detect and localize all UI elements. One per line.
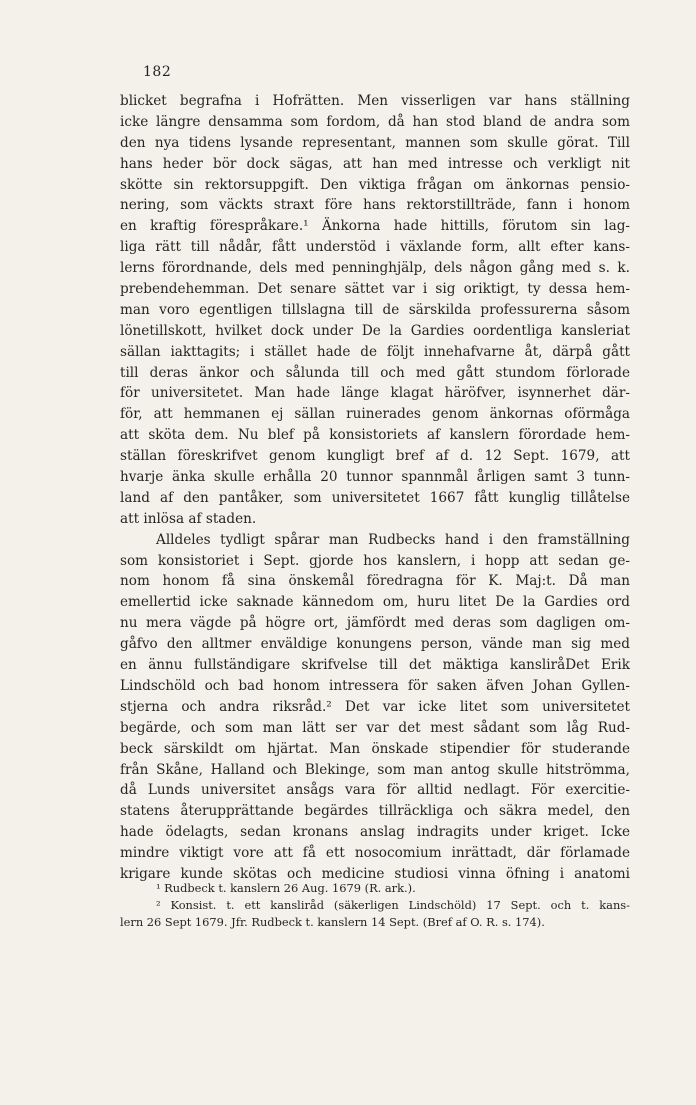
text-line: gåfvo den alltmer enväldige konungens person, vände man sig med bbox=[120, 636, 630, 653]
text-line: till deras änkor och sålunda till och med gått stundom förlorade bbox=[120, 364, 630, 381]
text-line: för, att hemmanen ej sällan ruinerades genom änkornas oförmåga bbox=[120, 406, 630, 423]
body-text bbox=[120, 91, 630, 885]
footnote-2-continued: lern 26 Sept 1679. Jfr. Rudbeck t. kanslern 14 Sept. (Bref af O. R. s. 174). bbox=[120, 915, 545, 929]
text-line: hvarje änka skulle erhålla 20 tunnor spannmål årligen samt 3 tunn- bbox=[120, 469, 630, 486]
text-line: från Skåne, Halland och Blekinge, som man antog skulle hitströmma, bbox=[120, 761, 630, 778]
text-line: hans heder bör dock sägas, att han med intresse och verkligt nit bbox=[120, 155, 630, 172]
text-line: en kraftig förespråkare.¹ Änkorna hade hittills, förutom sin lag- bbox=[120, 218, 630, 235]
footnotes bbox=[120, 880, 630, 931]
text-line: hade ödelagts, sedan kronans anslag indragits under kriget. Icke bbox=[120, 824, 630, 841]
text-line: liga rätt till nådår, fått understöd i växlande form, allt efter kans- bbox=[120, 239, 630, 256]
text-line: nu mera vägde på högre ort, jämfördt med deras som dagligen om- bbox=[120, 615, 630, 632]
footnote-1: ¹ Rudbeck t. kanslern 26 Aug. 1679 (R. ark.). bbox=[156, 881, 416, 895]
text-line: emellertid icke saknade kännedom om, huru litet De la Gardies ord bbox=[120, 594, 630, 611]
footnote-2: ² Konsist. t. ett kansliråd (säkerligen Lindschöld) 17 Sept. och t. kans- bbox=[156, 898, 630, 912]
text-line: statens återupprättande begärdes tillräckliga och säkra medel, den bbox=[120, 803, 630, 820]
text-line: prebendehemman. Det senare sättet var i sig oriktigt, ty dessa hem- bbox=[120, 281, 630, 298]
text-line: att sköta dem. Nu blef på konsistoriets af kanslern förordade hem- bbox=[120, 427, 630, 444]
text-line: Lindschöld och bad honom intressera för saken äfven Johan Gyllen- bbox=[120, 677, 630, 694]
text-line: icke längre densamma som fordom, då han stod bland de andra som bbox=[120, 113, 630, 130]
text-line: skötte sin rektorsuppgift. Den viktiga frågan om änkornas pensio- bbox=[120, 176, 630, 193]
text-line: lerns förordnande, dels med penninghjälp, dels någon gång med s. k. bbox=[120, 260, 630, 277]
text-line: begärde, och som man lätt ser var det mest sådant som låg Rud- bbox=[120, 719, 630, 736]
text-line: Alldeles tydligt spårar man Rudbecks hand i den framställning bbox=[156, 531, 630, 548]
text-line: lönetillskott, hvilket dock under De la Gardies oordentliga kansleriat bbox=[120, 322, 630, 339]
text-line: blicket begrafna i Hofrätten. Men visserligen var hans ställning bbox=[120, 93, 630, 109]
text-line: beck särskildt om hjärtat. Man önskade stipendier för studerande bbox=[120, 740, 630, 757]
text-line: krigare kunde skötas och medicine studiosi vinna öfning i anatomi bbox=[120, 865, 630, 882]
text-line: land af den pantåker, som universitetet 1667 fått kunglig tillåtelse bbox=[120, 489, 630, 506]
page-number: 182 bbox=[143, 64, 172, 80]
text-line: mindre viktigt vore att få ett nosocomium inrättadt, där förlamade bbox=[120, 845, 630, 862]
text-line: för universitetet. Man hade länge klagat häröfver, isynnerhet där- bbox=[120, 385, 630, 402]
text-line: den nya tidens lysande representant, mannen som skulle görat. Till bbox=[120, 134, 630, 151]
text-line: då Lunds universitet ansågs vara för alltid nedlagt. För exercitie- bbox=[120, 782, 630, 799]
text-line: att inlösa af staden. bbox=[120, 510, 257, 527]
text-line: stjerna och andra riksråd.² Det var icke litet som universitetet bbox=[120, 698, 630, 715]
text-line: ställan föreskrifvet genom kungligt bref af d. 12 Sept. 1679, att bbox=[120, 448, 630, 465]
text-line: en ännu fullständigare skrifvelse till det mäktiga kansliråDet Erik bbox=[120, 657, 630, 674]
text-line: som konsistoriet i Sept. gjorde hos kanslern, i hopp att sedan ge- bbox=[120, 552, 630, 569]
text-line: nom honom få sina önskemål föredragna för K. Maj:t. Då man bbox=[120, 573, 630, 590]
text-line: nering, som väckts straxt före hans rektorstillträde, fann i honom bbox=[120, 197, 630, 214]
text-line: man voro egentligen tillslagna till de särskilda professurerna såsom bbox=[120, 301, 630, 318]
text-line: sällan iakttagits; i stället hade de följt innehafvarne åt, därpå gått bbox=[120, 343, 630, 360]
